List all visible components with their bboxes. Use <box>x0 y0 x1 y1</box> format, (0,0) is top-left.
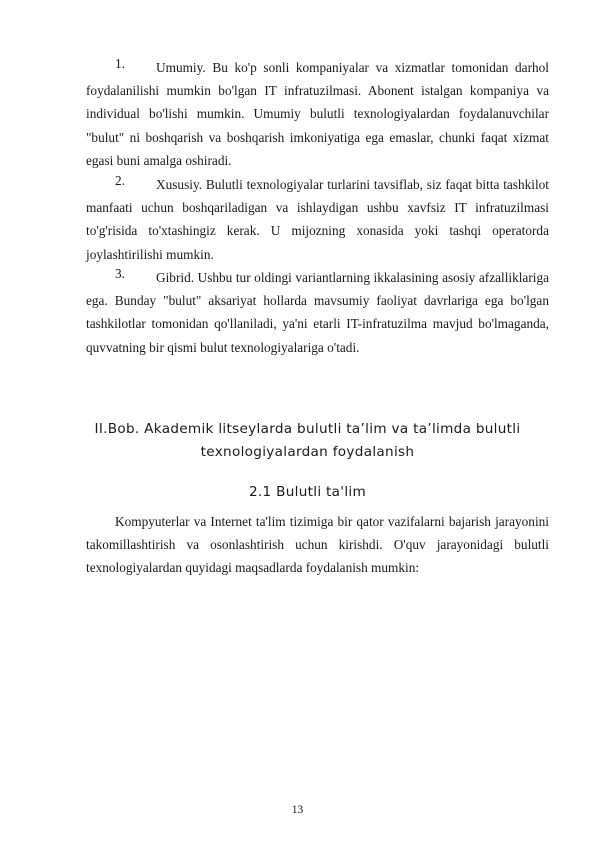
list-item-text: Umumiy. Bu ko'p sonli kompaniyalar va xizmatlar tomonidan darhol foydalanilishi mumkin bo'lgan IT infratuzilmasi. Abonent istalgan kompaniya va individual bo'lishi mumkin. Umumiy bulutli texnologiyalardan foydalanuvchilar "bulut" ni boshqarish va boshqarish imkoniyatiga ega emaslar, chunki faqat xizmat egasi buni amalga oshiradi. <box>86 60 549 168</box>
list-item-text: Xususiy. Bulutli texnologiyalar turlarini tavsiflab, siz faqat bitta tashkilot manfaati uchun boshqariladigan va ishlaydigan ushbu xavfsiz IT infratuzilmasi to'g'risida to'xtashingiz kerak. U mijozning xonasida yoki tashqi operatorda joylashtirilishi mumkin. <box>86 177 549 262</box>
subsection-heading: 2.1 Bulutli ta'lim <box>248 484 367 500</box>
list-item-number: 1. <box>115 56 125 71</box>
section-heading: II.Bob. Akademik litseylarda bulutli ta’lim va ta’limda bulutli texnologiyalardan foydalanish <box>94 421 521 460</box>
list-item-text: Gibrid. Ushbu tur oldingi variantlarning ikkalasining asosiy afzalliklariga ega. Bunday "bulut" aksariyat hollarda mavsumiy faoliyat davrlariga ega bo'lgan tashkilotlar tomonidan qo'llaniladi, ya'ni etarli IT-infratuzilma mavjud bo'lmaganda, quvvatning bir qismi bulut texnologiyalariga o'tadi. <box>86 270 549 355</box>
body-paragraph: Kompyuterlar va Internet ta'lim tizimiga bir qator vazifalarni bajarish jarayonini takomillashtirish va osonlashtirish uchun kirishdi. O'quv jarayonidagi bulutli texnologiyalardan quyidagi maqsadlarda foydalanish mumkin: <box>86 514 549 576</box>
list-item-number: 3. <box>115 266 125 281</box>
list-item-number: 2. <box>115 173 125 188</box>
page-number: 13 <box>291 804 304 816</box>
